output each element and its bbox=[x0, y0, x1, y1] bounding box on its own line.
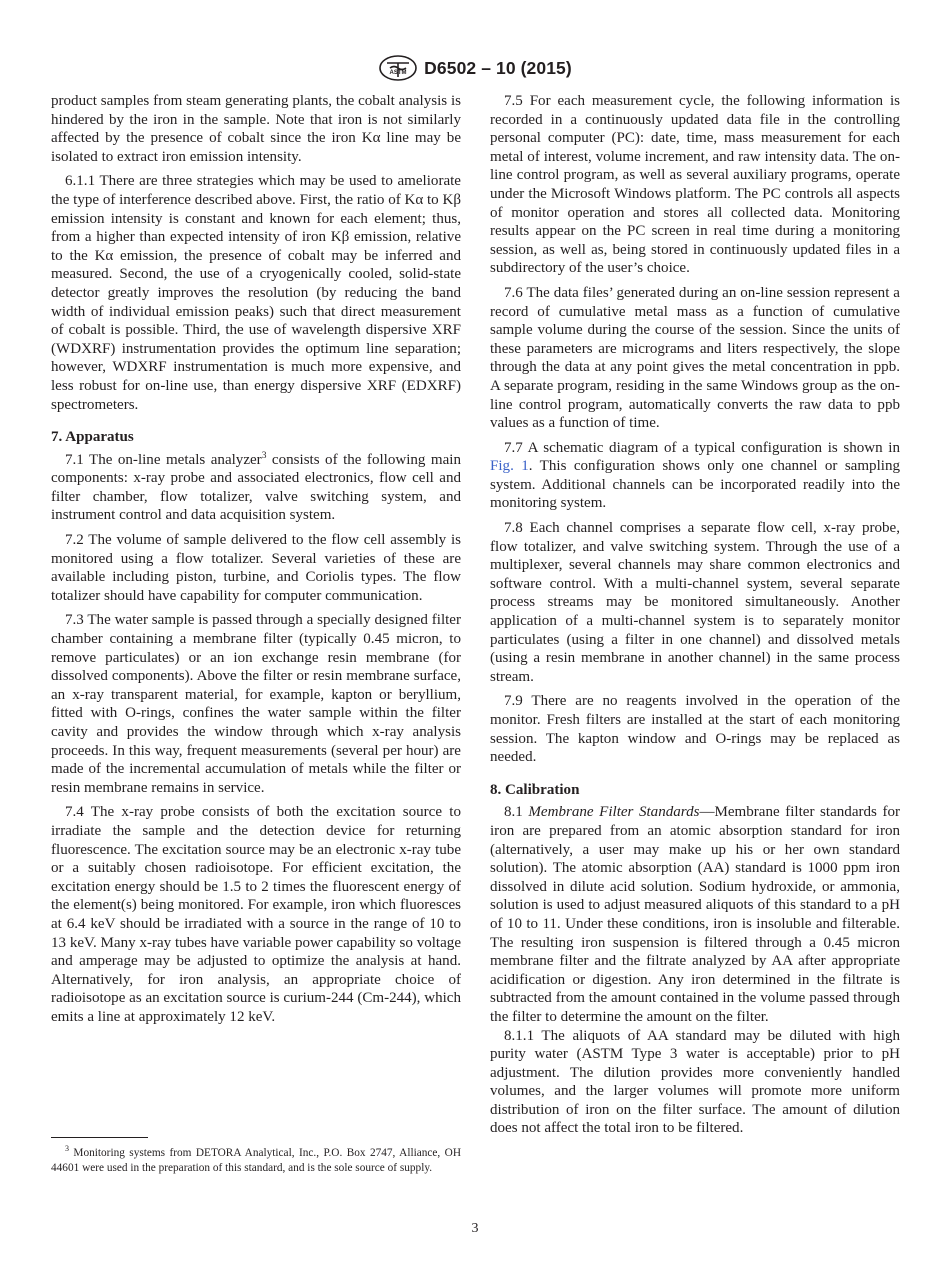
paragraph-7-6: 7.6 The data files’ generated during an on-line session represent a record of cumulative metal mass as a function of cumulative sample volume during the course of the session. Since the units of these parameters are micrograms and liters respectively, the slope through the data at any point gives the metal concentration in ppb. A separate program, residing in the same Windows group as the on-line control program, automatically converts the raw data to ppb values as a function of time. bbox=[490, 284, 900, 432]
paragraph-7-8: 7.8 Each channel comprises a separate flow cell, x-ray probe, flow totalizer, and valve switching system. Through the use of a multiplexer, several channels may share common electronics and software control. With a multi-channel system, several separate process streams may be monitored simultaneously. Another application of a multi-channel system is to separately monitor particulates (using a filter in one channel) and dissolved metals (using a resin membrane in another channel) in the same process stream. bbox=[490, 520, 900, 685]
paragraph-7-2: 7.2 The volume of sample delivered to the flow cell assembly is monitored using a flow totalizer. Several varieties of these are available including piston, turbine, and Coriolis types. The flow totalizer should have capability for computer communication. bbox=[51, 532, 461, 604]
page-header bbox=[0, 55, 950, 81]
right-column bbox=[490, 92, 900, 1144]
standard-designation: D6502 – 10 (2015) bbox=[424, 57, 572, 78]
footnote-divider bbox=[51, 1137, 148, 1138]
astm-logo-text: ASTM bbox=[389, 70, 407, 76]
footnote-3 bbox=[51, 1146, 461, 1176]
section-heading-apparatus: 7. Apparatus bbox=[51, 429, 134, 446]
paragraph-7-9: 7.9 There are no reagents involved in the operation of the monitor. Fresh filters are installed at the start of each monitoring session. The kapton window and O-rings may be replaced as needed. bbox=[490, 693, 900, 766]
paragraph-7-5: 7.5 For each measurement cycle, the following information is recorded in a continuously updated data file in the controlling personal computer (PC): date, time, mass measurement for each metal of interest, volume increment, and raw intensity data. The on-line control program, as well as several auxiliary programs, operate under the Microsoft Windows platform. The PC controls all aspects of monitor operation and stores all collected data. Monitoring results appear on the PC screen in real time during a monitoring session, as well as, being stored in continuously updated files in a subdirectory of the user’s choice. bbox=[490, 93, 900, 277]
paragraph-7-4: 7.4 The x-ray probe consists of both the excitation source to irradiate the sample and the detection device for returning fluorescence. The excitation source may be an electronic x-ray tube or a suitably chosen radioisotope. For efficient excitation, the excitation energy should be 1.5 to 2 times the fluorescent energy of the element(s) being monitored. For example, iron which fluoresces at 6.4 keV should be irradiated with a source in the range of 10 to 13 keV. Many x-ray tubes have variable power capability so voltage and amperage may be adjusted to optimize the analysis at hand. Alternatively, for iron analysis, an appropriate choice of radioisotope as an excitation source is curium-244 (Cm-244), which emits a line at approximately 12 keV. bbox=[51, 804, 461, 1025]
left-column bbox=[51, 92, 461, 1033]
paragraph-cobalt-continuation: product samples from steam generating plants, the cobalt analysis is hindered by the iron in the sample. Note that iron is not similarly affected by the presence of cobalt since the iron Kα line may be isolated to extract iron emission intensity. bbox=[51, 93, 461, 165]
paragraph-7-1 bbox=[51, 451, 461, 525]
footnote-reference-3[interactable]: 3 bbox=[261, 450, 267, 461]
page-number: 3 bbox=[471, 1221, 479, 1236]
section-heading-calibration: 8. Calibration bbox=[490, 781, 580, 798]
footnote-marker: 3 bbox=[65, 1144, 69, 1154]
astm-logo-icon bbox=[378, 55, 418, 81]
footnote-text: Monitoring systems from DETORA Analytical, Inc., P.O. Box 2747, Alliance, OH 44601 were used in the preparation of this standard, and is the sole source of supply. bbox=[51, 1147, 461, 1174]
paragraph-6-1-1: 6.1.1 There are three strategies which may be used to ameliorate the type of interference described above. First, the ratio of Kα to Kβ emission intensity is constant and known for each element; thus, from a higher than expected intensity of iron Kβ emission, relative to the Kα emission, the presence of cobalt may be inferred and measured. Second, the use of a cryogenically cooled, solid-state detector greatly improves the resolution (by reducing the band width of individual emission peaks) such that direct measurement of cobalt is possible. Third, the use of wavelength dispersive XRF (WDXRF) instrumentation provides the optimum line separation; however, WDXRF instrumentation is much more expensive, and less robust for on-line use, than energy dispersive XRF (EDXRF) spectrometers. bbox=[51, 173, 461, 413]
paragraph-7-1-text-a: 7.1 The on-line metals analyzer bbox=[65, 451, 262, 468]
figure-1-link[interactable]: Fig. 1 bbox=[490, 458, 529, 475]
paragraph-7-3: 7.3 The water sample is passed through a specially designed filter chamber containing a membrane filter (typically 0.45 micron, to remove particulates) or an ion exchange resin membrane (for dissolved components). Above the filter or resin membrane surface, an x-ray transparent material, for example, kapton or beryllium, fitted with O-rings, confines the water sample within the filter cavity and provides the window through which x-ray analysis proceeds. In this way, frequent measurements (several per hour) are made of the incremental accumulation of metals while the filter or resin membrane remains in service. bbox=[51, 612, 461, 796]
paragraph-8-1 bbox=[490, 803, 900, 1026]
paragraph-8-1-title: Membrane Filter Standards bbox=[528, 804, 700, 821]
paragraph-8-1-body: —Membrane filter standards for iron are prepared from an atomic absorption standard for iron (alternatively, a user may make up his or her own standard solution). The atomic absorption (AA) standard is 1000 ppm iron dissolved in dilute acid solution. Sodium hydroxide, or ammonia, solution is used to adjust measured aliquots of this standard to a pH of 10 to 11. Under these conditions, iron is insoluble and filterable. The resulting iron suspension is filtered through a 0.45 micron membrane filter and the filtrate analyzed by AA after appropriate acidification or digestion. Any iron determined in the filtrate is subtracted from the amount contained in the volume passed through the filter to determine the amount on the filter. bbox=[490, 804, 900, 1025]
paragraph-8-1-number: 8.1 bbox=[504, 804, 529, 821]
paragraph-7-7-text-b: . This configuration shows only one channel or sampling system. Additional channels can be incorporated readily into the monitoring system. bbox=[490, 458, 900, 512]
paragraph-8-1-1: 8.1.1 The aliquots of AA standard may be diluted with high purity water (ASTM Type 3 water is acceptable) prior to pH adjustment. The dilution provides more conveniently handled volumes, and the larger volumes will promote more uniform distribution of iron on the filter surface. The amount of dilution does not affect the total iron to be filtered. bbox=[490, 1027, 900, 1137]
paragraph-7-7-text-a: 7.7 A schematic diagram of a typical configuration is shown in bbox=[504, 439, 900, 456]
paragraph-7-7 bbox=[490, 439, 900, 513]
footnote bbox=[51, 1146, 461, 1176]
paragraph-7-1-text-b: consists of the following main components: x-ray probe and associated electronics, flow cell and filter chamber, flow totalizer, valve switching system, and instrument control and data acquisition system. bbox=[51, 451, 462, 524]
